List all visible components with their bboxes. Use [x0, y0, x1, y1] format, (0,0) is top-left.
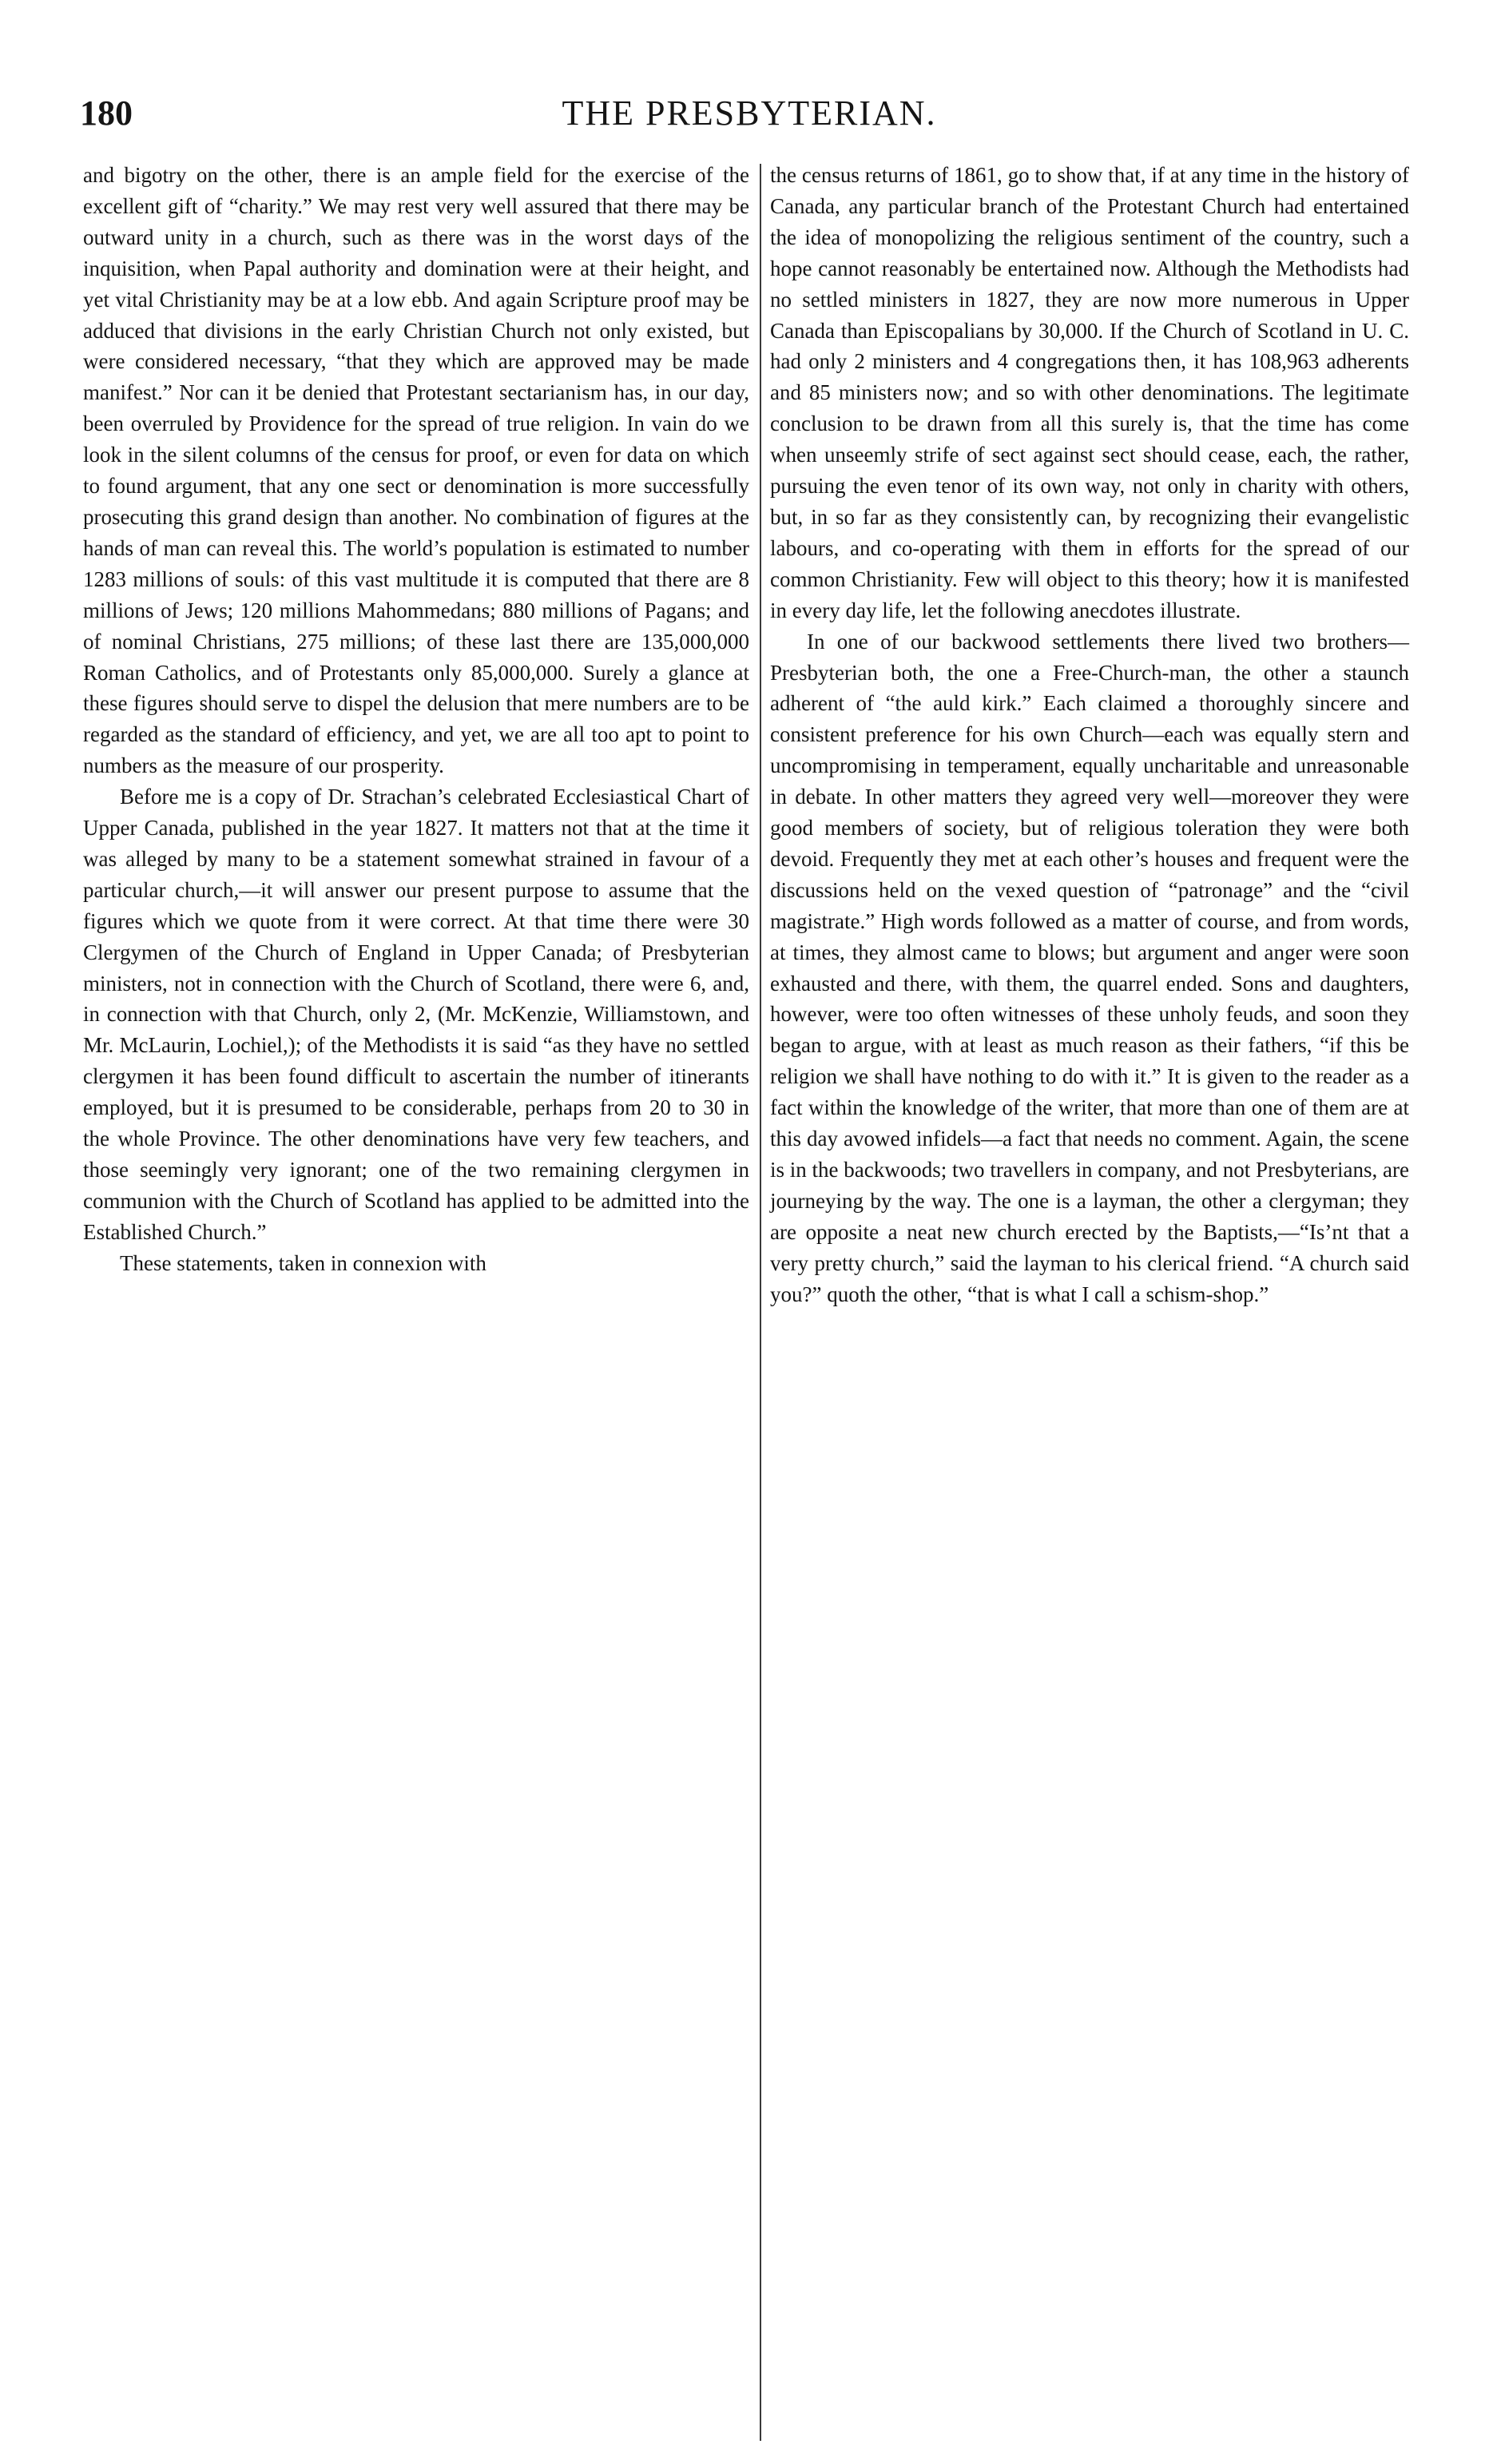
left-column — [83, 160, 749, 1279]
running-head: THE PRESBYTERIAN. — [562, 93, 937, 133]
column-divider — [760, 164, 761, 2441]
left-paragraph-3: These statements, taken in connexion with — [120, 1250, 486, 1275]
right-paragraph-1: the census returns of 1861, go to show that, if at any time in the history of Canada, any particular branch of the Protestant Church had entertained the idea of monopolizing the religious sentiment of the country, such a hope cannot reasonably be entertained now. Although the Methodists had no settled ministers in 1827, they are now more numerous in Upper Canada than Episcopalians by 30,000. If the Church of Scotland in U. C. had only 2 ministers and 4 congregations then, it has 108,963 adherents and 85 ministers now; and so with other denominations. The legitimate conclusion to be drawn from all this surely is, that the time has come when unseemly strife of sect against sect should cease, each, the rather, pursuing the even tenor of its own way, not only in charity with others, but, in so far as they consistently can, by recognizing their evangelistic labours, and co-operating with them in efforts for the spread of our common Christianity. Few will object to this theory; how it is manifested in every day life, let the following anecdotes illustrate. — [770, 163, 1409, 622]
right-paragraph-2: In one of our backwood settlements there lived two brothers—Presbyterian both, the one a Free-Church-man, the other a staunch adherent of “the auld kirk.” Each claimed a thoroughly sincere and consistent preference for his own Church—each was equally stern and uncompromising in temperament, equally uncharitable and unreasonable in debate. In other matters they agreed very well—moreover they were good members of society, but of religious toleration they were both devoid. Frequently they met at each other’s houses and frequent were the discussions held on the vexed question of “patronage” and the “civil magistrate.” High words followed as a matter of course, and from words, at times, they almost came to blows; but argument and anger were soon exhausted and there, with them, the quarrel ended. Sons and daughters, however, were too often witnesses of these unholy feuds, and soon they began to argue, with at least as much reason as their fathers, “if this be religion we shall have nothing to do with it.” It is given to the reader as a fact within the knowledge of the writer, that more than one of them are at this day avowed infidels—a fact that needs no comment. Again, the scene is in the backwoods; two travellers in company, and not Presbyterians, are journeying by the way. The one is a layman, the other a clergyman; they are opposite a neat new church erected by the Baptists,—“Is’nt that a very pretty church,” said the layman to his clerical friend. “A church said you?” quoth the other, “that is what I call a schism-shop.” — [770, 629, 1409, 1306]
page-header — [80, 89, 1419, 141]
left-paragraph-1: and bigotry on the other, there is an ample field for the exercise of the excellent gift of “charity.” We may rest very well assured that there may be outward unity in a church, such as there was in the worst days of the inquisition, when Papal authority and domination were at their height, and yet vital Christianity may be at a low ebb. And again Scripture proof may be adduced that divisions in the early Christian Church not only existed, but were considered necessary, “that they which are approved may be made manifest.” Nor can it be denied that Protestant sectarianism has, in our day, been overruled by Providence for the spread of true religion. In vain do we look in the silent columns of the census for proof, or even for data on which to found argument, that any one sect or denomination is more successfully prosecuting this grand design than another. No combination of figures at the hands of man can reveal this. The world’s population is estimated to number 1283 millions of souls: of this vast multitude it is computed that there are 8 millions of Jews; 120 millions Mahommedans; 880 millions of Pagans; and of nominal Christians, 275 millions; of these last there are 135,000,000 Roman Catholics, and of Protestants only 85,000,000. Surely a glance at these figures should serve to dispel the delusion that mere numbers are to be regarded as the standard of efficiency, and yet, we are all too apt to point to numbers as the measure of our prosperity. — [83, 163, 749, 778]
page-number: 180 — [80, 93, 133, 133]
right-column — [770, 160, 1409, 1310]
left-paragraph-2: Before me is a copy of Dr. Strachan’s celebrated Ecclesiastical Chart of Upper Canada, published in the year 1827. It matters not that at the time it was alleged by many to be a statement somewhat strained in favour of a particular church,—it will answer our present purpose to assume that the figures which we quote from it were correct. At that time there were 30 Clergymen of the Church of England in Upper Canada; of Presbyterian ministers, not in connection with the Church of Scotland, there were 6, and, in connection with that Church, only 2, (Mr. McKenzie, Williamstown, and Mr. McLaurin, Lochiel,); of the Methodists it is said “as they have no settled clergymen it has been found difficult to ascertain the number of itinerants employed, but it is presumed to be considerable, perhaps from 20 to 30 in the whole Province. The other denominations have very few teachers, and those seemingly very ignorant; one of the two remaining clergymen in communion with the Church of Scotland has applied to be admitted into the Established Church.” — [83, 785, 749, 1244]
